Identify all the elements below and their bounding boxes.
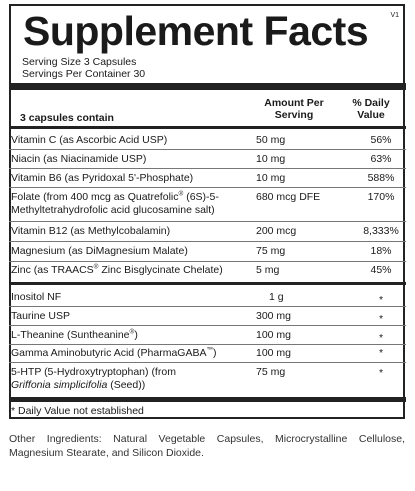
nutrient-name-line2: Griffonia simplicifolia (Seed)) [11,379,146,391]
nutrient-name: Vitamin C (as Ascorbic Acid USP) [11,134,168,146]
header-contain: 3 capsules contain [20,112,114,124]
nutrient-dv: 45% [370,264,392,276]
nutrient-name: Gamma Aminobutyric Acid (PharmaGABA™) [11,346,217,359]
nutrient-dv: 170% [367,191,395,203]
nutrient-amount: 1 g [269,291,284,303]
nutrient-dv: 56% [370,134,392,146]
nutrient-name: Vitamin B6 (as Pyridoxal 5'-Phosphate) [11,172,194,184]
nutrient-name: Inositol NF [11,291,62,303]
nutrient-dv: * [378,332,384,344]
nutrient-amount: 300 mg [256,310,292,322]
nutrient-dv: 588% [367,172,395,184]
nutrient-amount: 100 mg [256,347,292,359]
serving-size: Serving Size 3 Capsules [22,56,137,68]
row-divider [9,168,406,169]
nutrient-dv: * [378,294,384,306]
thick-rule-top [9,83,406,90]
nutrient-dv: * [378,313,384,325]
nutrient-amount: 100 mg [256,329,292,341]
nutrient-amount: 680 mcg DFE [256,191,321,203]
rule-under-header [9,126,406,129]
header-dv-line2: Value [357,109,385,121]
rule-group-divider [9,282,406,285]
nutrient-amount: 75 mg [256,366,286,378]
other-ingredients: Other Ingredients: Natural Vegetable Capsules, Microcrystalline Cellulose, Magnesium Stearate, and Silicon Dioxide. [9,433,405,459]
nutrient-name-line2: Methyltetrahydrofolic acid glucosamine salt) [11,204,215,216]
nutrient-amount: 10 mg [256,172,286,184]
nutrient-amount: 50 mg [256,134,286,146]
row-divider [9,187,406,188]
nutrient-amount: 5 mg [256,264,280,276]
panel-title: Supplement Facts [23,8,369,54]
header-amount-line1: Amount Per [264,97,324,109]
nutrient-name: Magnesium (as DiMagnesium Malate) [11,245,188,257]
header-dv-line1: % Daily [352,97,390,109]
nutrient-dv: * [378,367,384,379]
nutrient-name: 5-HTP (5-Hydroxytryptophan) (from [11,366,176,378]
nutrient-name: Taurine USP [11,310,70,322]
header-amount-line2: Serving [274,109,314,121]
row-divider [9,241,406,242]
nutrient-dv: 8,333% [363,225,399,237]
row-divider [9,306,406,307]
servings-per-container: Servings Per Container 30 [22,68,146,80]
nutrient-amount: 10 mg [256,153,286,165]
row-divider [9,221,406,222]
nutrient-row [11,191,406,217]
row-divider [9,344,406,345]
nutrient-amount: 200 mcg [256,225,297,237]
nutrient-dv: 63% [370,153,392,165]
nutrient-dv: 18% [370,245,392,257]
nutrient-name: Zinc (as TRAACS® Zinc Bisglycinate Chelate) [11,263,223,276]
row-divider [9,149,406,150]
nutrient-name: Folate (from 400 mcg as Quatrefolic® (6S)-5- [11,190,219,203]
nutrient-name: L-Theanine (Suntheanine®) [11,328,138,341]
nutrient-amount: 75 mg [256,245,286,257]
thick-rule-bottom [9,397,406,402]
nutrient-name: Vitamin B12 (as Methylcobalamin) [11,225,171,237]
row-divider [9,362,406,363]
nutrient-row [11,366,406,392]
row-divider [9,325,406,326]
nutrient-name: Niacin (as Niacinamide USP) [11,153,147,165]
version-label: V1 [390,12,399,19]
footnote: * Daily Value not established [11,405,144,417]
row-divider [9,261,406,262]
nutrient-dv: * [378,347,384,359]
